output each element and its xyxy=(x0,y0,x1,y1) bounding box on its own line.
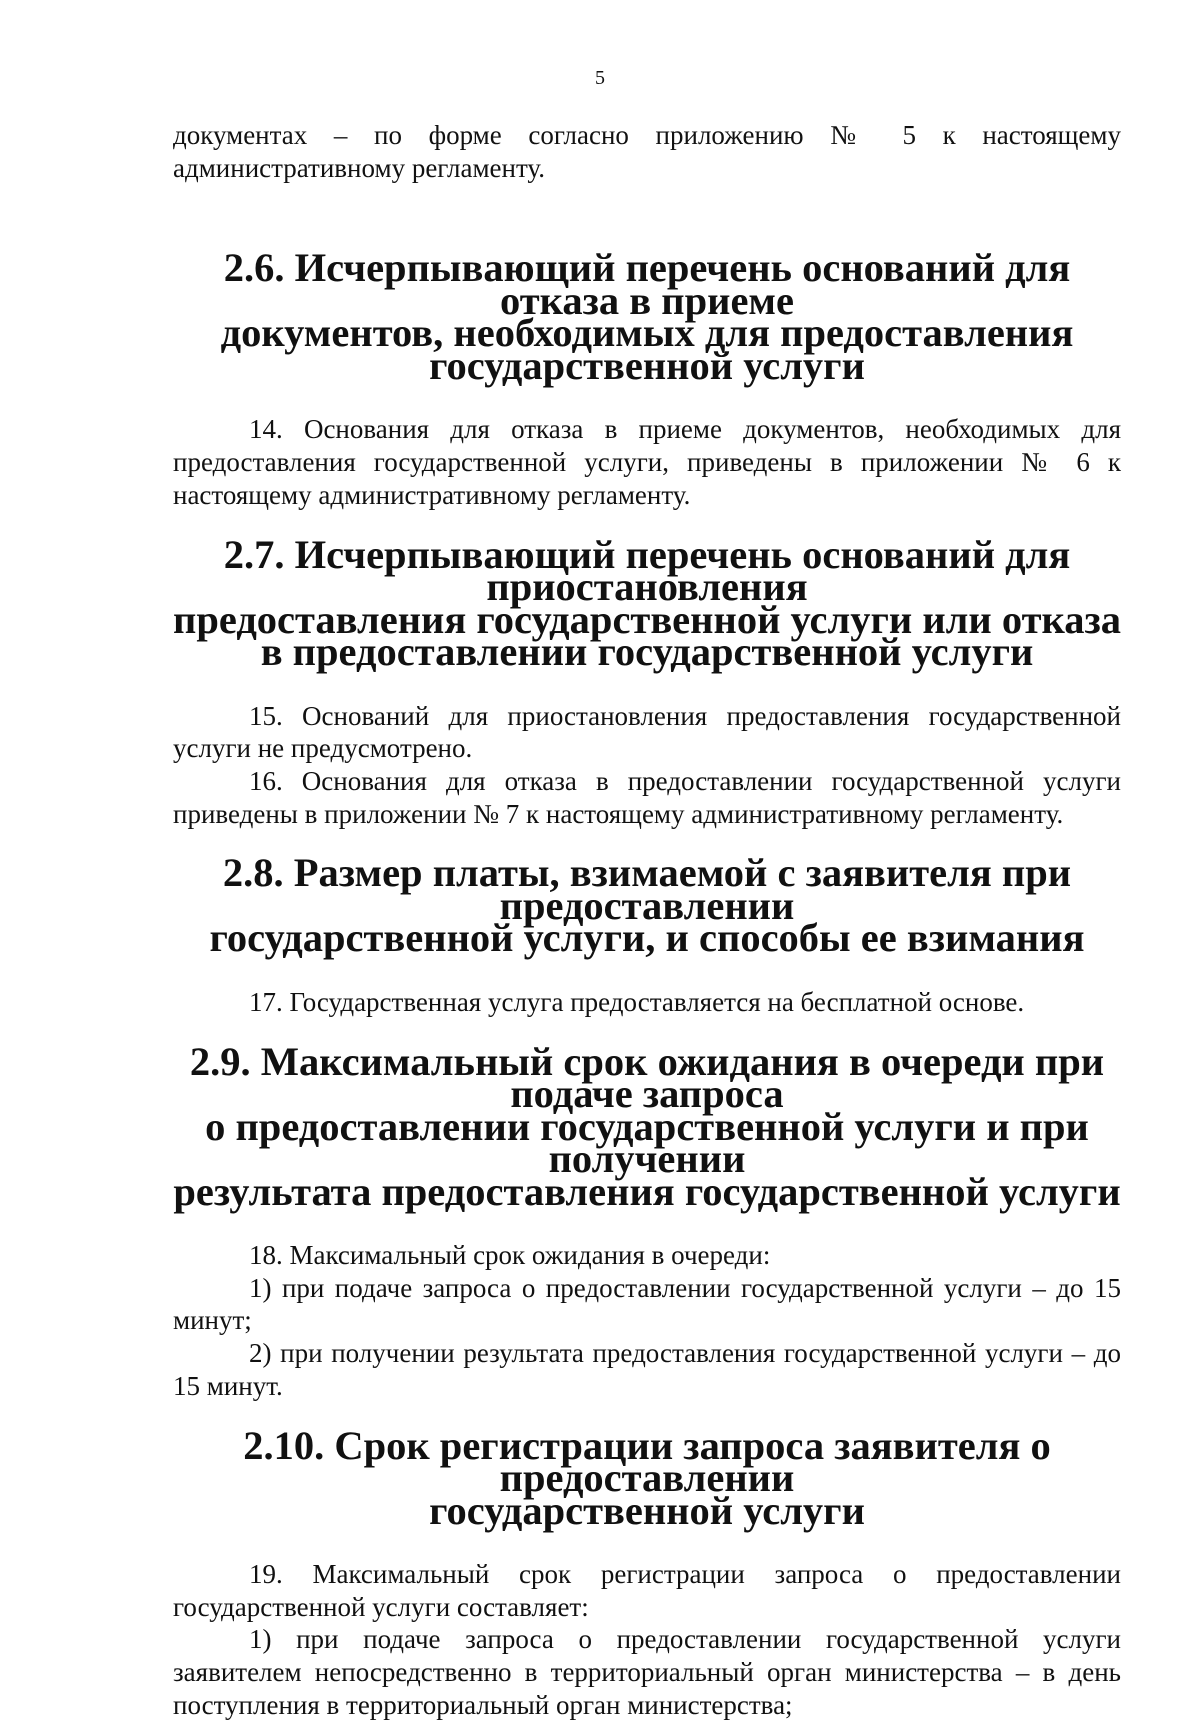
paragraph-18-item-2: 2) при получении результата предоставления государственной услуги – до 15 минут. xyxy=(173,1338,1121,1401)
section-2-6-heading xyxy=(173,245,1121,388)
heading-line: государственной услуги, и способы ее взимания xyxy=(209,915,1085,961)
intro-paragraph: документах – по форме согласно приложению № 5 к настоящему административному регламенту. xyxy=(173,120,1121,183)
section-2-10-heading xyxy=(173,1422,1121,1533)
paragraph-18: 18. Максимальный срок ожидания в очереди: xyxy=(249,1240,771,1271)
section-2-9-heading xyxy=(173,1038,1121,1214)
section-2-7-heading xyxy=(173,531,1121,675)
heading-line: в предоставлении государственной услуги xyxy=(260,629,1034,675)
heading-line: 2.10. Срок регистрации запроса заявителя о предоставлении xyxy=(243,1422,1051,1501)
paragraph-17: 17. Государственная услуга предоставляется на бесплатной основе. xyxy=(249,986,1025,1017)
heading-line: предоставления государственной услуги или отказа xyxy=(173,596,1121,642)
heading-line: 2.8. Размер платы, взимаемой с заявителя при предоставлении xyxy=(222,850,1072,928)
paragraph-18-item-1: 1) при подаче запроса о предоставлении государственной услуги – до 15 минут; xyxy=(173,1272,1121,1336)
paragraph-15: 15. Оснований для приостановления предоставления государственной услуги не предусмотрено. xyxy=(173,700,1121,764)
section-2-8-heading xyxy=(173,850,1121,961)
heading-line: 2.6. Исчерпывающий перечень оснований для отказа в приеме xyxy=(223,245,1071,323)
paragraph-14: 14. Основания для отказа в приеме документов, необходимых для предоставления государственной услуги, приведены в приложении № 6 к настоящему административному регламенту. xyxy=(173,414,1121,510)
document-body xyxy=(173,119,1121,1722)
heading-line: 2.7. Исчерпывающий перечень оснований для приостановления xyxy=(223,531,1071,610)
heading-line: государственной услуги xyxy=(429,1487,865,1533)
heading-line: 2.9. Максимальный срок ожидания в очереди при подаче запроса xyxy=(189,1038,1105,1117)
heading-line: документов, необходимых для предоставления государственной услуги xyxy=(220,310,1074,388)
page-number: 5 xyxy=(595,67,605,89)
heading-line: результата предоставления государственной услуги xyxy=(173,1168,1121,1214)
heading-line: о предоставлении государственной услуги и при получении xyxy=(205,1103,1089,1182)
paragraph-19-item-1: 1) при подаче запроса о предоставлении государственной услуги заявителем непосредственно в территориальный орган министерства – в день поступления в территориальный орган министерства; xyxy=(173,1624,1121,1720)
paragraph-16: 16. Основания для отказа в предоставлении государственной услуги приведены в приложении № 7 к настоящему административному регламенту. xyxy=(173,765,1121,829)
paragraph-19: 19. Максимальный срок регистрации запроса о предоставлении государственной услуги составляет: xyxy=(173,1559,1121,1622)
